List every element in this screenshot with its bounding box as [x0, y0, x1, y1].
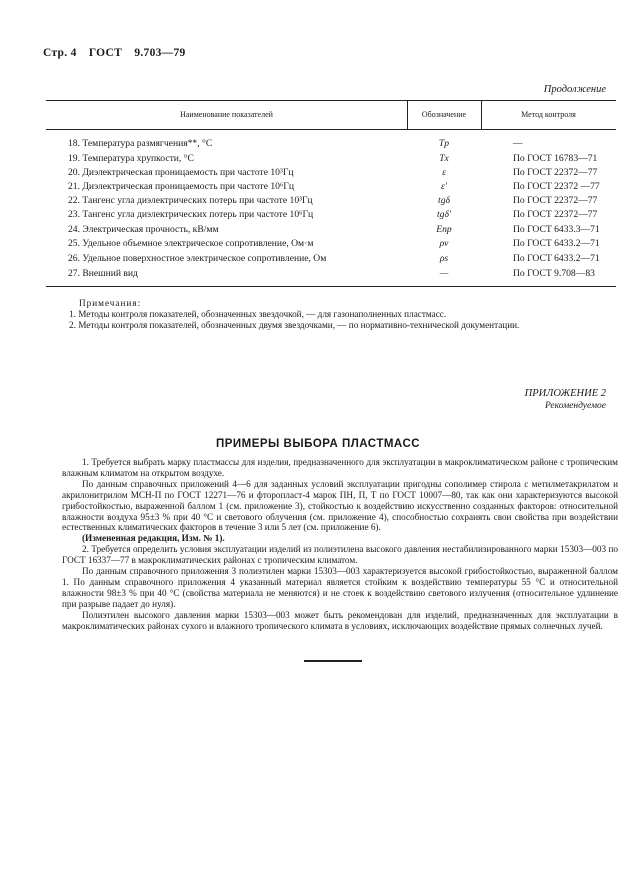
- table-row: [46, 167, 616, 181]
- section-title: ПРИМЕРЫ ВЫБОРА ПЛАСТМАСС: [215, 438, 421, 450]
- row-name: 26. Удельное поверхностное электрическое сопротивление, Ом: [68, 253, 327, 264]
- row-method: По ГОСТ 22372—77: [513, 195, 598, 206]
- row-method: —: [513, 138, 523, 149]
- appendix-label: ПРИЛОЖЕНИЕ 2: [524, 388, 606, 399]
- table-row: [46, 138, 616, 152]
- row-method: По ГОСТ 9.708—83: [513, 268, 595, 279]
- paragraph: 2. Требуется определить условия эксплуатации изделий из полиэтилена высокого давления нестабилизированного марки 15303—003 по ГОСТ 16337—77 в макроклиматических районах с тропическим климатом.: [62, 544, 618, 566]
- gost-label: ГОСТ: [88, 47, 123, 59]
- table-row: [46, 253, 616, 267]
- continuation-label: Продолжение: [543, 84, 606, 95]
- table-row: [46, 238, 616, 252]
- row-symbol: ε′: [441, 181, 447, 192]
- row-method: По ГОСТ 22372 —77: [513, 181, 600, 192]
- row-method: По ГОСТ 22372—77: [513, 167, 598, 178]
- row-method: По ГОСТ 6433.2—71: [513, 238, 600, 249]
- row-symbol: ρs: [439, 253, 449, 264]
- row-name: 27. Внешний вид: [68, 268, 138, 279]
- col-header-symbol: Обозначение: [421, 110, 467, 119]
- appendix-status: Рекомендуемое: [544, 401, 606, 411]
- paragraph: По данным справочных приложений 4—6 для заданных условий эксплуатации пригодны сополимер стирола с метилметакрилатом и акрилонитрилом МСН-П по ГОСТ 12271—76 и фторопласт-4 марок ПН, П, Т по ГОСТ 10007—80, так как они характеризуются высокой грибостойкостью, выраженной баллом 1 (см. приложение 3), стойкостью к воздействию искусственно созданных факторов: относительной влажности воздуха 95±3 % при 40 °С и светового облучения (см. приложение 4), способностью сохранять свои свойства при воздействии естественных климатических факторов в течение 3 или 5 лет (см. приложение 6).: [62, 478, 618, 533]
- row-method: По ГОСТ 6433.3—71: [513, 224, 600, 235]
- section-body: [62, 457, 618, 632]
- note-item: 1. Методы контроля показателей, обозначенных звездочкой, — для газонаполненных пластмасс.: [69, 309, 447, 319]
- row-method: По ГОСТ 22372—77: [513, 209, 598, 220]
- table-header-rule: [46, 129, 616, 130]
- col-header-method: Метод контроля: [521, 110, 576, 119]
- row-symbol: tgδ′: [436, 209, 452, 220]
- row-name: 23. Тангенс угла диэлектрических потерь при частоте 10⁶Гц: [68, 209, 314, 220]
- end-divider: [304, 660, 362, 662]
- table-row: [46, 181, 616, 195]
- row-method: По ГОСТ 6433.2—71: [513, 253, 600, 264]
- table-row: [46, 224, 616, 238]
- table-notes: [69, 298, 520, 331]
- table-row: [46, 195, 616, 209]
- row-name: 22. Тангенс угла диэлектрических потерь при частоте 10³Гц: [68, 195, 313, 206]
- col-header-name: Наименование показателей: [180, 110, 273, 119]
- row-name: 19. Температура хрупкости, °С: [68, 153, 194, 164]
- table-top-rule: [46, 100, 616, 101]
- appendix-block: [525, 387, 606, 413]
- paragraph: 1. Требуется выбрать марку пластмассы для изделия, предназначенного для эксплуатации в макроклиматическом районе с тропическим влажным климатом на открытом воздухе.: [62, 457, 618, 478]
- row-name: 20. Диэлектрическая проницаемость при частоте 10³Гц: [68, 167, 294, 178]
- table-row: [46, 268, 616, 282]
- row-name: 18. Температура размягчения**, °С: [68, 138, 213, 149]
- revision-note: (Измененная редакция, Изм. № 1).: [82, 533, 225, 544]
- row-symbol: Tр: [438, 138, 450, 149]
- page-header: [43, 47, 195, 59]
- paragraph: По данным справочного приложения 3 полиэтилен марки 15303—003 характеризуется высокой грибостойкостью, выраженной баллом 1. По данным справочного приложения 4 указанный материал является стойким к воздействию температуры 55 °С и относительной влажности 98±3 % при 40 °С (свойства материала не меняются) и не стоек к воздействию светового излучения (относительное удлинение при разрыве падает до нуля).: [62, 566, 618, 609]
- row-symbol: —: [439, 268, 449, 279]
- notes-title: Примечания:: [79, 298, 142, 308]
- page-number: Стр. 4: [43, 47, 77, 59]
- table-row: [46, 153, 616, 167]
- note-item: 2. Методы контроля показателей, обозначенных двумя звездочками, — по нормативно-технической документации.: [69, 320, 520, 330]
- row-symbol: Tх: [439, 153, 449, 164]
- row-name: 24. Электрическая прочность, кВ/мм: [68, 224, 219, 235]
- paragraph: Полиэтилен высокого давления марки 15303—003 может быть рекомендован для изделий, предназначенных для эксплуатации в макроклиматических районах сухого и влажного тропического климата в условиях, исключающих воздействие прямых солнечных лучей.: [62, 609, 618, 631]
- row-symbol: Eпр: [436, 224, 452, 235]
- row-symbol: ε: [442, 167, 446, 178]
- row-method: По ГОСТ 16783—71: [513, 153, 598, 164]
- table-row: [46, 209, 616, 223]
- row-symbol: ρv: [439, 238, 449, 249]
- row-name: 25. Удельное объемное электрическое сопротивление, Ом·м: [68, 238, 314, 249]
- table-bottom-rule: [46, 286, 616, 287]
- row-name: 21. Диэлектрическая проницаемость при частоте 10⁶Гц: [68, 181, 294, 192]
- row-symbol: tgδ: [438, 195, 450, 206]
- gost-number: 9.703—79: [134, 47, 186, 59]
